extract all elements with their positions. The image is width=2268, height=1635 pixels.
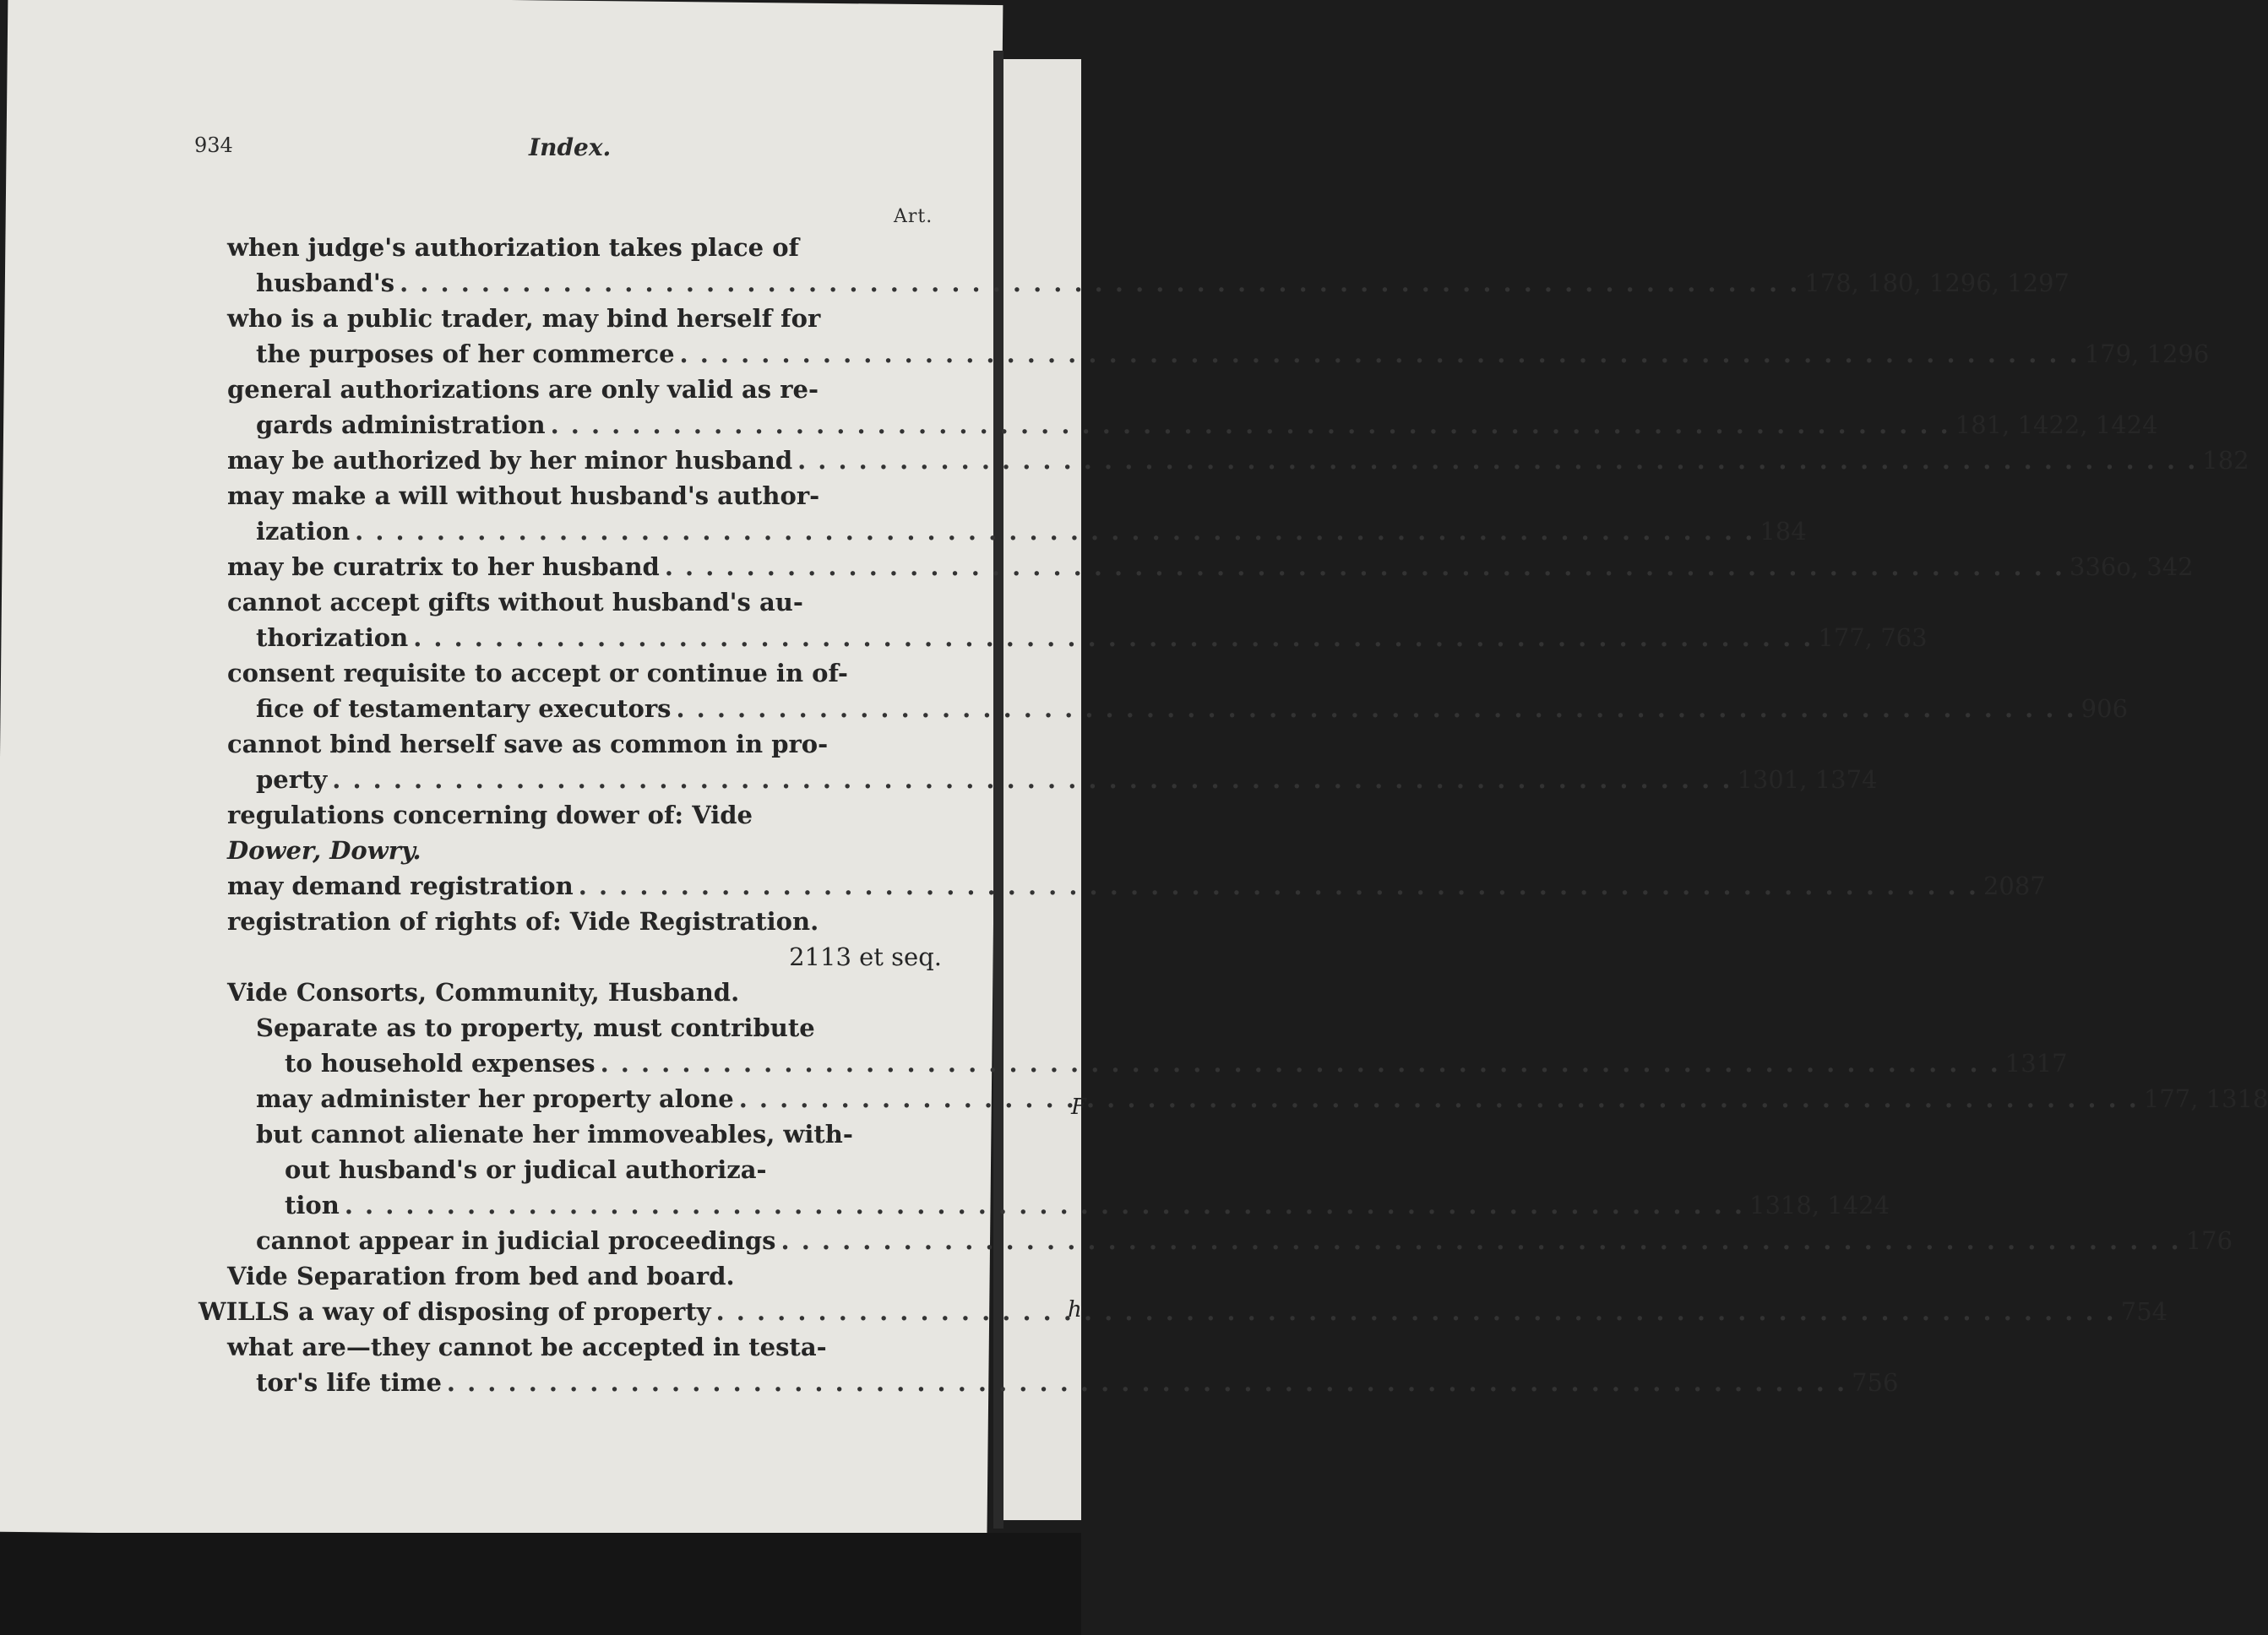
entry-refs: 1318, 1424 bbox=[1749, 1191, 1890, 1219]
dot-leader bbox=[551, 407, 1950, 443]
dot-leader bbox=[797, 443, 2197, 478]
index-entry bbox=[199, 1223, 2233, 1258]
dot-leader bbox=[680, 336, 2080, 372]
entry-refs: 184 bbox=[1759, 517, 1807, 546]
entry-text: tor's life time bbox=[256, 1368, 442, 1397]
index-entry bbox=[199, 975, 942, 1010]
entry-text: ization bbox=[256, 517, 351, 546]
entry-refs: 2087 bbox=[1982, 872, 2046, 900]
page-header bbox=[194, 133, 955, 167]
entry-refs: 179, 1296 bbox=[2084, 339, 2210, 368]
entry-refs: 906 bbox=[2080, 694, 2129, 723]
running-title: Index. bbox=[529, 133, 612, 161]
entry-refs: 1317 bbox=[2004, 1049, 2068, 1078]
entry-text: cannot accept gifts without husband's au- bbox=[227, 588, 803, 617]
index-entry bbox=[199, 1081, 2268, 1116]
cross-reference: Dower, Dowry. bbox=[227, 836, 422, 865]
entry-text: cannot appear in judicial proceedings bbox=[256, 1226, 776, 1255]
dot-leader bbox=[579, 868, 1978, 904]
index-entry bbox=[199, 584, 1928, 655]
entry-text: may be curatrix to her husband bbox=[227, 552, 660, 581]
entry-text: consent requisite to accept or continue in of- bbox=[227, 659, 848, 687]
entry-text: to household expenses bbox=[285, 1049, 596, 1078]
dot-leader bbox=[355, 513, 1754, 549]
entry-text: cannot bind herself save as common in pro- bbox=[227, 730, 829, 758]
entry-refs: 182 bbox=[2202, 446, 2249, 475]
index-entry bbox=[199, 301, 2210, 372]
dot-leader bbox=[665, 549, 2064, 584]
entry-text: what are—they cannot be accepted in testa- bbox=[227, 1333, 827, 1361]
entry-text: may be authorized by her minor husband bbox=[227, 446, 793, 475]
dot-leader bbox=[447, 1365, 1846, 1400]
entry-text: the purposes of her commerce bbox=[256, 339, 675, 368]
index-entry bbox=[199, 726, 1878, 797]
entry-text: gards administration bbox=[256, 410, 546, 439]
entry-text: but cannot alienate her immoveables, with- bbox=[256, 1120, 853, 1149]
entry-refs: 1301, 1374 bbox=[1737, 765, 1878, 794]
index-entry bbox=[199, 549, 2194, 584]
entry-refs: 177, 763 bbox=[1818, 623, 1928, 652]
article-column-label: Art. bbox=[894, 206, 933, 227]
entry-text: thorization bbox=[256, 623, 409, 652]
index-entry bbox=[199, 1329, 1899, 1400]
index-entry bbox=[199, 443, 2249, 478]
entry-refs: 336o, 342 bbox=[2069, 552, 2194, 581]
facing-page-letter: F bbox=[1071, 1095, 1087, 1120]
entry-text: out husband's or judical authoriza- bbox=[285, 1155, 767, 1184]
index-entry bbox=[199, 868, 2046, 904]
entry-refs: 177, 1318 bbox=[2143, 1084, 2268, 1113]
entry-text: general authorizations are only valid as re- bbox=[227, 375, 819, 404]
entry-text: who is a public trader, may bind herself for bbox=[227, 304, 821, 333]
dot-leader bbox=[601, 1046, 2000, 1081]
index-entry bbox=[199, 1010, 2068, 1081]
index-entry bbox=[199, 372, 2158, 443]
index-entry bbox=[199, 1116, 1890, 1223]
dot-leader bbox=[400, 265, 1799, 301]
entry-refs: 756 bbox=[1852, 1368, 1899, 1397]
index-entry bbox=[199, 904, 942, 975]
entry-text: husband's bbox=[256, 269, 395, 297]
entry-text: may administer her property alone bbox=[256, 1084, 734, 1113]
dot-leader bbox=[781, 1223, 2181, 1258]
entry-text: WILLS a way of disposing of property bbox=[199, 1297, 711, 1326]
entry-refs: 178, 180, 1296, 1297 bbox=[1804, 269, 2069, 297]
entry-refs: 754 bbox=[2120, 1297, 2168, 1326]
index-entry bbox=[199, 1258, 942, 1294]
entry-text: regulations concerning dower of: Vide bbox=[227, 801, 753, 829]
index-entry-heading bbox=[199, 1294, 2168, 1329]
dot-leader bbox=[739, 1081, 2139, 1116]
page-number: 934 bbox=[194, 133, 233, 157]
index-entry bbox=[199, 797, 942, 868]
entry-refs: 176 bbox=[2185, 1226, 2233, 1255]
dot-leader bbox=[413, 620, 1813, 655]
index-entry bbox=[199, 478, 1807, 549]
facing-page-letter: h bbox=[1068, 1297, 1082, 1323]
entry-refs: 2113 et seq. bbox=[789, 942, 942, 971]
dot-leader bbox=[345, 1187, 1744, 1223]
index-list bbox=[199, 230, 2268, 1400]
entry-text: Vide Consorts, Community, Husband. bbox=[227, 978, 740, 1007]
dot-leader bbox=[332, 762, 1732, 797]
entry-refs: 181, 1422, 1424 bbox=[1955, 410, 2158, 439]
index-entry bbox=[199, 655, 2129, 726]
index-entry bbox=[199, 230, 2069, 301]
entry-text: tion bbox=[285, 1191, 340, 1219]
entry-text: registration of rights of: Vide Registration. bbox=[227, 907, 819, 936]
entry-text: when judge's authorization takes place of bbox=[227, 233, 800, 262]
entry-text: fice of testamentary executors bbox=[256, 694, 672, 723]
dot-leader bbox=[716, 1294, 2116, 1329]
entry-text: may demand registration bbox=[227, 872, 574, 900]
scan-background bbox=[0, 1533, 1081, 1635]
dot-leader bbox=[676, 691, 2075, 726]
entry-text: perty bbox=[256, 765, 328, 794]
entry-text: Separate as to property, must contribute bbox=[256, 1013, 815, 1042]
entry-text: may make a will without husband's author- bbox=[227, 481, 820, 510]
entry-text: Vide Separation from bed and board. bbox=[227, 1262, 735, 1290]
